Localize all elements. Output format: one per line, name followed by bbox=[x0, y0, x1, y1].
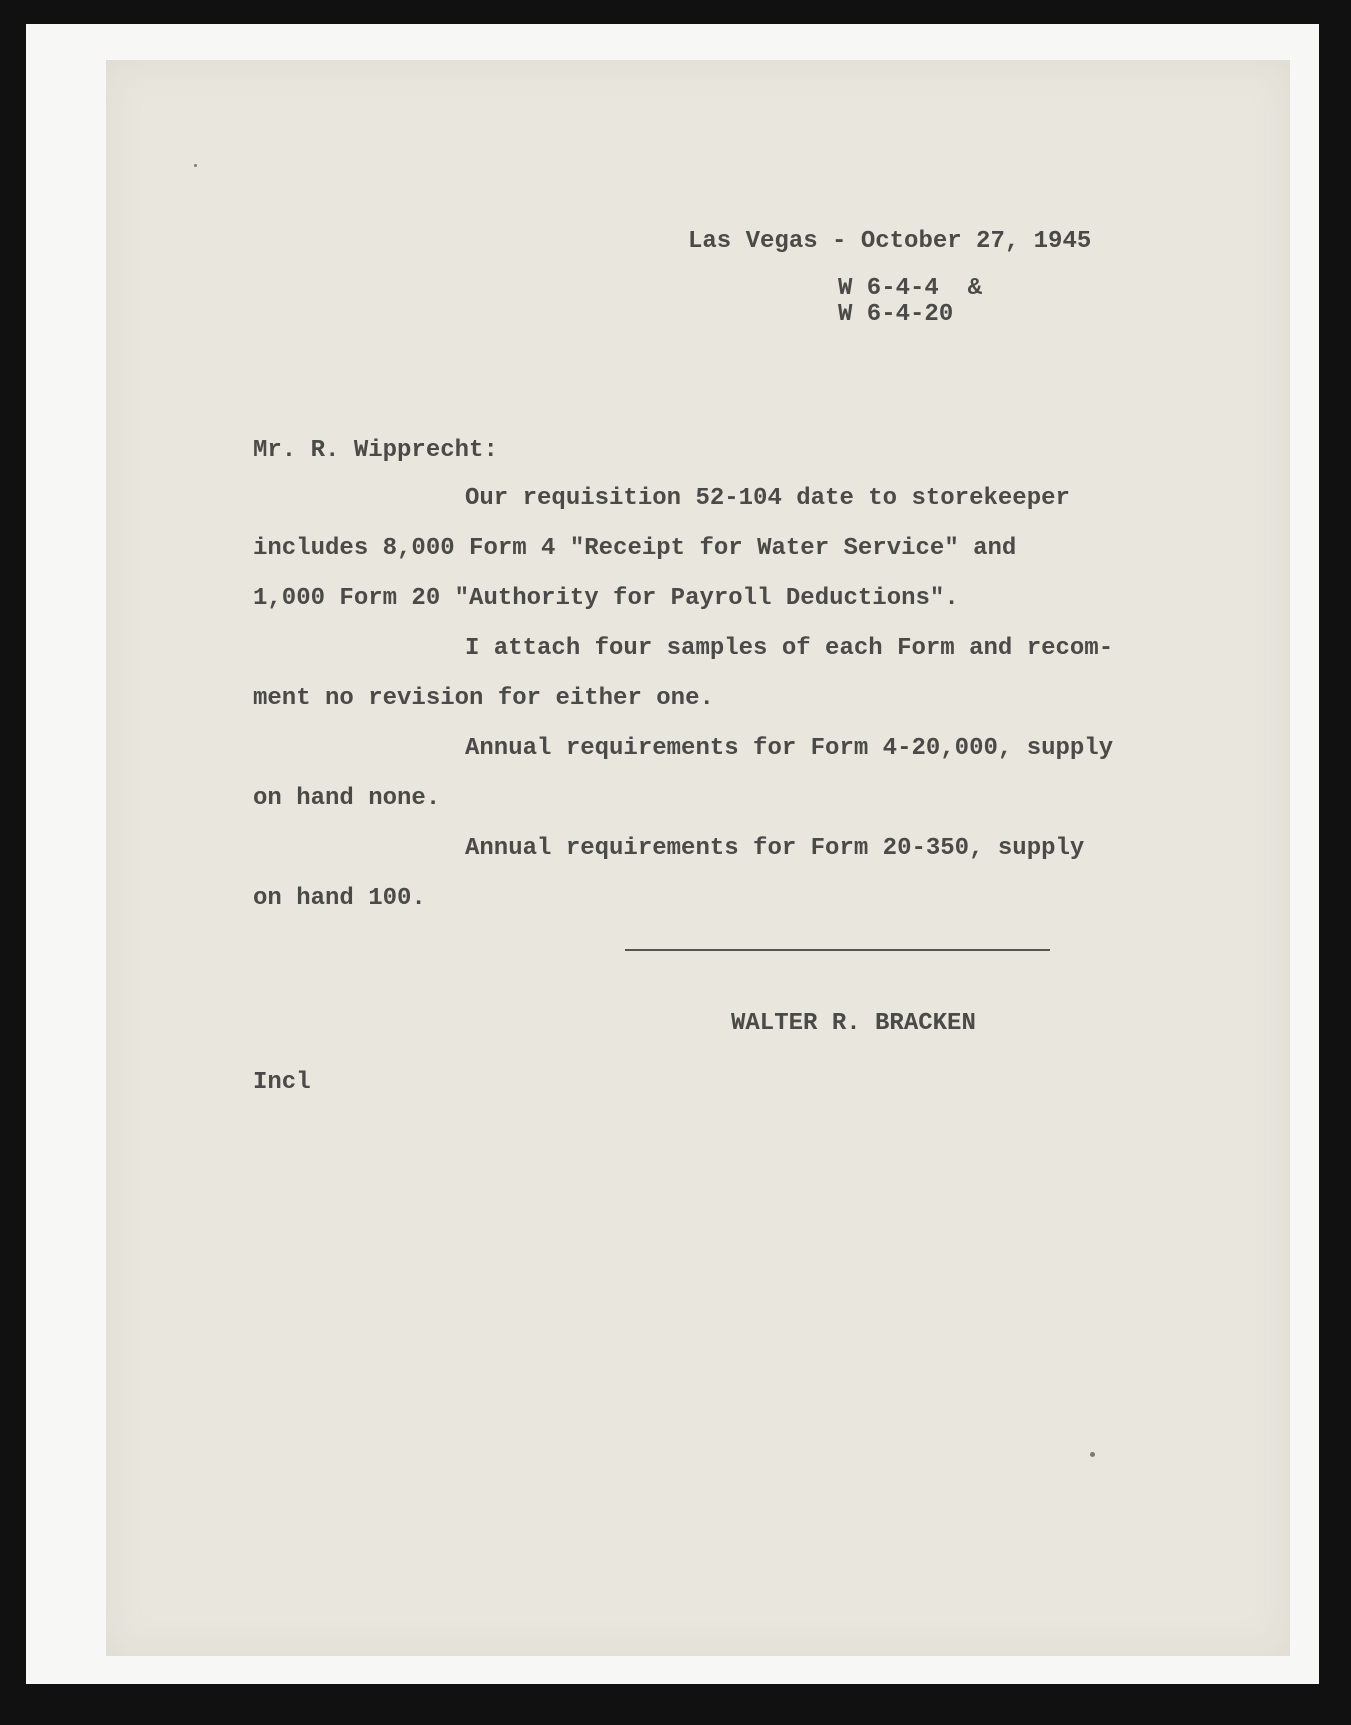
date-line: Las Vegas - October 27, 1945 bbox=[688, 228, 1092, 255]
signature-line bbox=[625, 949, 1050, 951]
body-line: Annual requirements for Form 4-20,000, supply bbox=[465, 735, 1114, 762]
enclosure-note: Incl bbox=[253, 1069, 311, 1096]
body-line: I attach four samples of each Form and recom- bbox=[465, 635, 1114, 662]
salutation: Mr. R. Wipprecht: bbox=[253, 437, 498, 464]
body-line: on hand 100. bbox=[253, 885, 426, 912]
ink-speck bbox=[194, 164, 197, 167]
body-line: on hand none. bbox=[253, 785, 441, 812]
body-line: Our requisition 52-104 date to storekeeper bbox=[465, 485, 1070, 512]
body-line: 1,000 Form 20 "Authority for Payroll Deductions". bbox=[253, 585, 959, 612]
letter-page bbox=[106, 60, 1290, 1656]
mount-board bbox=[26, 24, 1319, 1684]
body-line: ment no revision for either one. bbox=[253, 685, 714, 712]
signature-name: WALTER R. BRACKEN bbox=[731, 1010, 976, 1037]
body-line: includes 8,000 Form 4 "Receipt for Water Service" and bbox=[253, 535, 1017, 562]
body-line: Annual requirements for Form 20-350, supply bbox=[465, 835, 1085, 862]
ink-speck bbox=[1090, 1452, 1095, 1457]
file-reference-1: W 6-4-4 & bbox=[838, 275, 983, 302]
file-reference-2: W 6-4-20 bbox=[838, 301, 954, 328]
